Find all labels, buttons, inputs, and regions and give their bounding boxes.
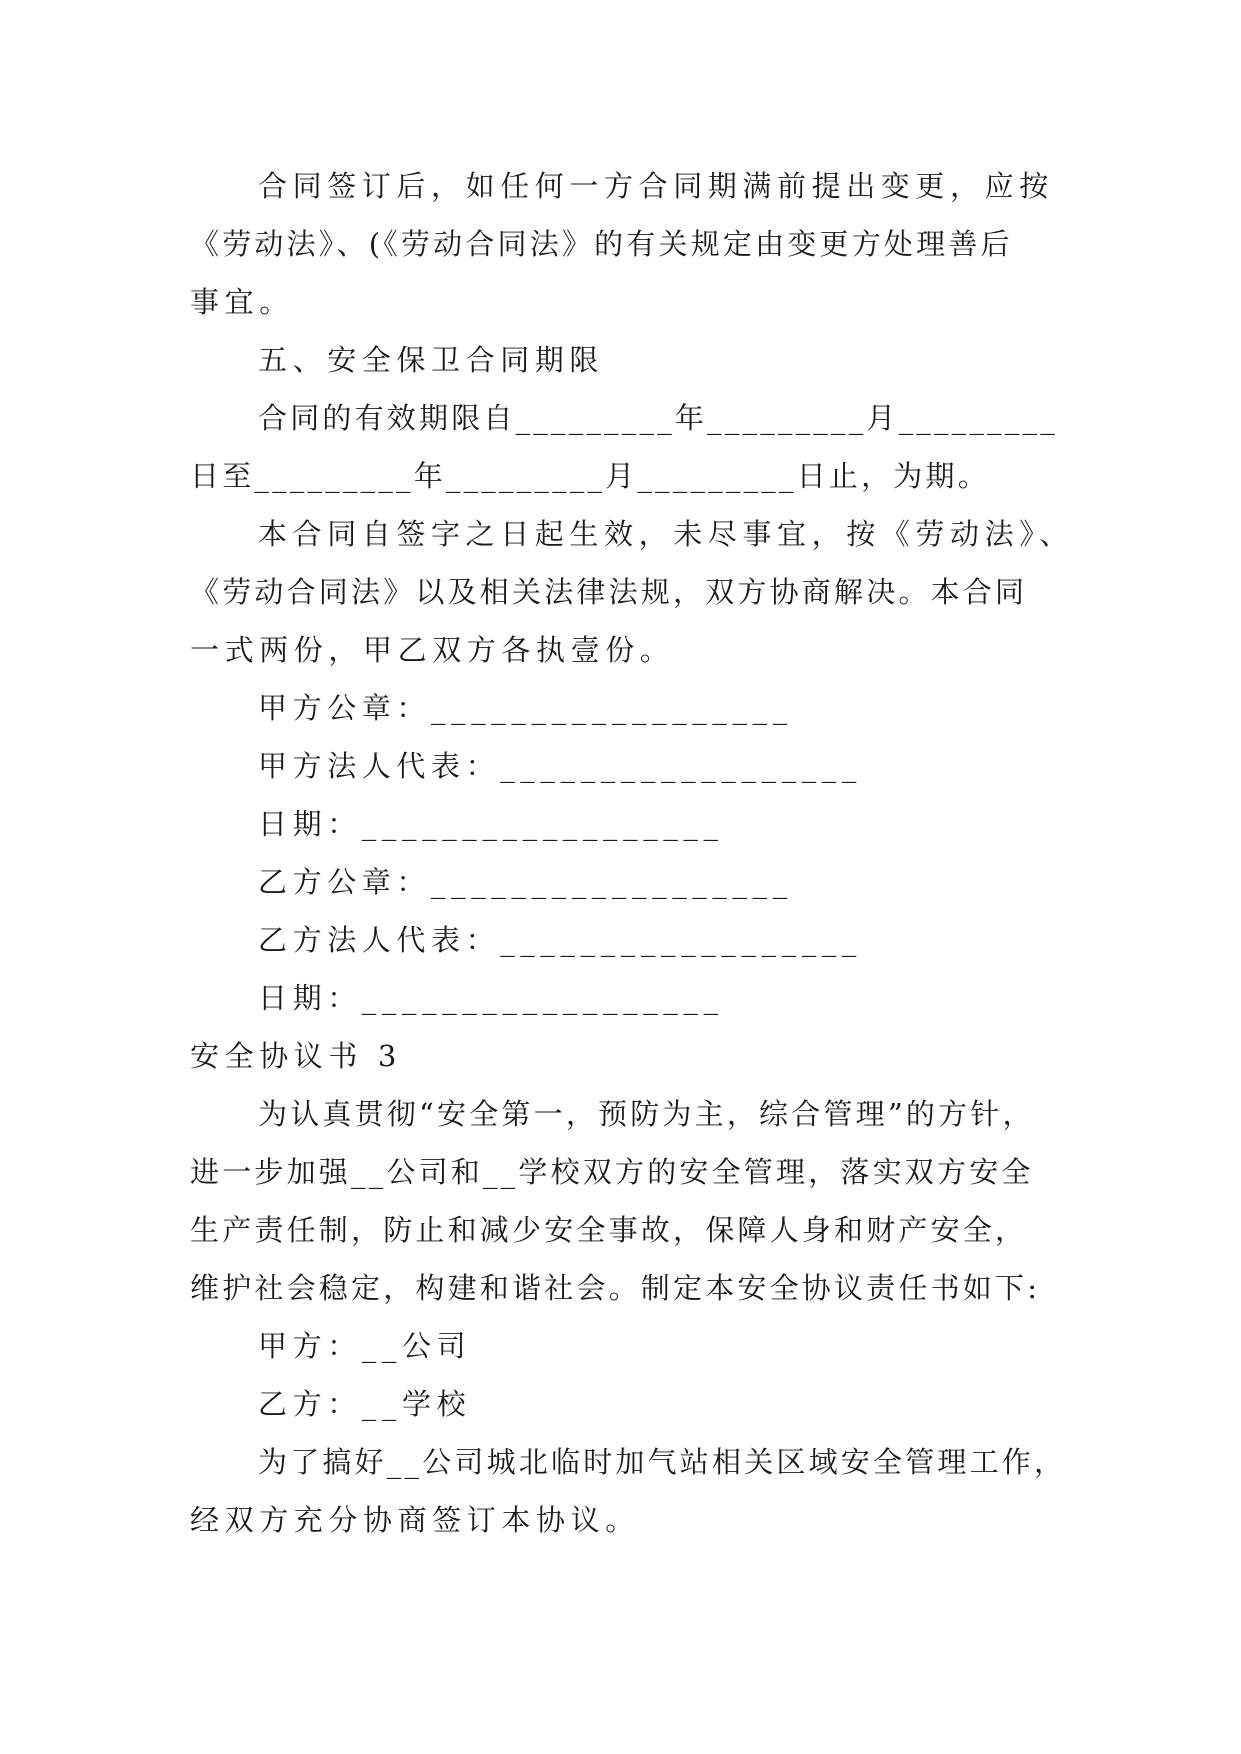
paragraph-line: 生产责任制，防止和减少安全事故，保障人身和财产安全， — [190, 1213, 1028, 1247]
paragraph-line: 一式两份，甲乙双方各执壹份。 — [190, 633, 675, 667]
paragraph-line: 为了搞好__公司城北临时加气站相关区域安全管理工作， — [258, 1445, 1067, 1479]
party-b-seal-field: 乙方公章：__________________ — [258, 865, 793, 899]
party-a-line: 甲方：__公司 — [258, 1329, 472, 1363]
party-b-date-field: 日期：__________________ — [258, 981, 724, 1015]
paragraph-line: 合同的有效期限自_________年_________月_________ — [258, 401, 1058, 435]
paragraph-line: 合同签订后，如任何一方合同期满前提出变更，应按 — [258, 169, 1054, 203]
party-a-seal-field: 甲方公章：__________________ — [258, 691, 793, 725]
party-b-line: 乙方：__学校 — [258, 1387, 472, 1421]
party-a-representative-field: 甲方法人代表：__________________ — [258, 749, 863, 783]
paragraph-line: 《劳动法》、(《劳动合同法》的有关规定由变更方处理善后 — [190, 227, 1013, 261]
party-b-representative-field: 乙方法人代表：__________________ — [258, 923, 863, 957]
paragraph-line: 事宜。 — [190, 285, 294, 319]
paragraph-line: 进一步加强__公司和__学校双方的安全管理，落实双方安全 — [190, 1155, 1034, 1189]
paragraph-line: 《劳动合同法》以及相关法律法规，双方协商解决。本合同 — [190, 575, 1028, 609]
paragraph-line: 为认真贯彻“安全第一，预防为主，综合管理”的方针， — [258, 1097, 1035, 1131]
paragraph-line: 日至_________年_________月_________日止，为期。 — [190, 459, 990, 493]
section-heading: 五、安全保卫合同期限 — [258, 343, 605, 377]
paragraph-line: 经双方充分协商签订本协议。 — [190, 1503, 640, 1537]
paragraph-line: 本合同自签字之日起生效，未尽事宜，按《劳动法》、 — [258, 517, 1074, 551]
document-title: 安全协议书 3 — [190, 1039, 402, 1073]
party-a-date-field: 日期：__________________ — [258, 807, 724, 841]
paragraph-line: 维护社会稳定，构建和谐社会。制定本安全协议责任书如下: — [190, 1271, 1041, 1305]
